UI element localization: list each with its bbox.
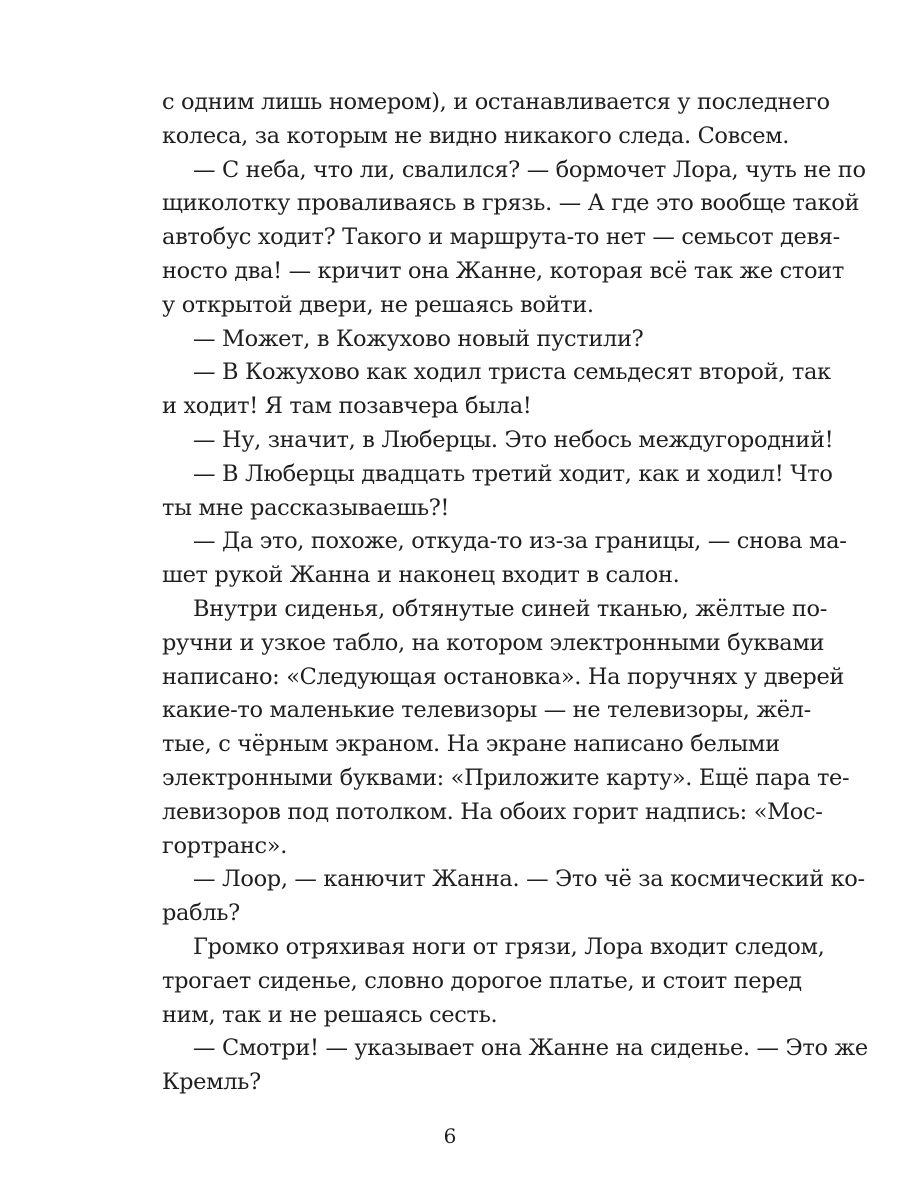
text-line: Кремль?	[162, 1069, 261, 1096]
text-line: щиколотку проваливаясь в грязь. — А где это вообще такой	[162, 190, 860, 217]
text-line: — С неба, что ли, свалился? — бормочет Лора, чуть не по	[193, 156, 866, 183]
text-line: шет рукой Жанна и наконец входит в салон.	[162, 562, 680, 589]
text-line: рабль?	[162, 900, 240, 927]
text-line: трогает сиденье, словно дорогое платье, и стоит перед	[162, 967, 802, 994]
text-line: с одним лишь номером), и останавливается у последнего	[162, 89, 830, 115]
text-line: электронными буквами: «Приложите карту». Ещё пара те-	[162, 764, 850, 791]
text-line: автобус ходит? Такого и маршрута-то нет — семьсот девя-	[162, 224, 840, 251]
text-line: гортранс».	[162, 832, 288, 859]
page-number: 6	[443, 1124, 457, 1148]
text-line: ты мне рассказываешь?!	[162, 494, 450, 521]
text-line: тые, с чёрным экраном. На экране написано белыми	[162, 731, 780, 758]
text-line: Громко отряхивая ноги от грязи, Лора входит следом,	[193, 933, 825, 960]
text-line: — Ну, значит, в Люберцы. Это небось междугородний!	[193, 426, 834, 453]
text-line: левизоров под потолком. На обоих горит надпись: «Мос-	[162, 798, 823, 825]
text-line: ним, так и не решаясь сесть.	[162, 1001, 498, 1028]
text-line: — В Люберцы двадцать третий ходит, как и ходил! Что	[193, 460, 833, 487]
text-line: Внутри сиденья, обтянутые синей тканью, жёлтые по-	[193, 595, 827, 622]
text-line: — Лоор, — канючит Жанна. — Это чё за космический ко-	[193, 866, 865, 893]
text-line: — В Кожухово как ходил триста семьдесят второй, так	[193, 359, 831, 386]
text-line: — Да это, похоже, откуда-то из-за границы, — снова ма-	[193, 528, 847, 555]
text-line: и ходит! Я там позавчера была!	[162, 393, 532, 420]
text-line: колеса, за которым не видно никакого следа. Совсем.	[162, 122, 790, 149]
body-text	[162, 86, 868, 1100]
text-line: у открытой двери, не решаясь войти.	[162, 291, 594, 318]
text-line: носто два! — кричит она Жанне, которая всё так же стоит	[162, 257, 844, 284]
text-line: — Смотри! — указывает она Жанне на сиденье. — Это же	[193, 1035, 868, 1062]
text-line: — Может, в Кожухово новый пустили?	[193, 325, 644, 352]
text-line: какие-то маленькие телевизоры — не телевизоры, жёл-	[162, 697, 811, 724]
text-line: ручни и узкое табло, на котором электронными буквами	[162, 629, 825, 656]
text-line: написано: «Следующая остановка». На поручнях у дверей	[162, 663, 845, 690]
